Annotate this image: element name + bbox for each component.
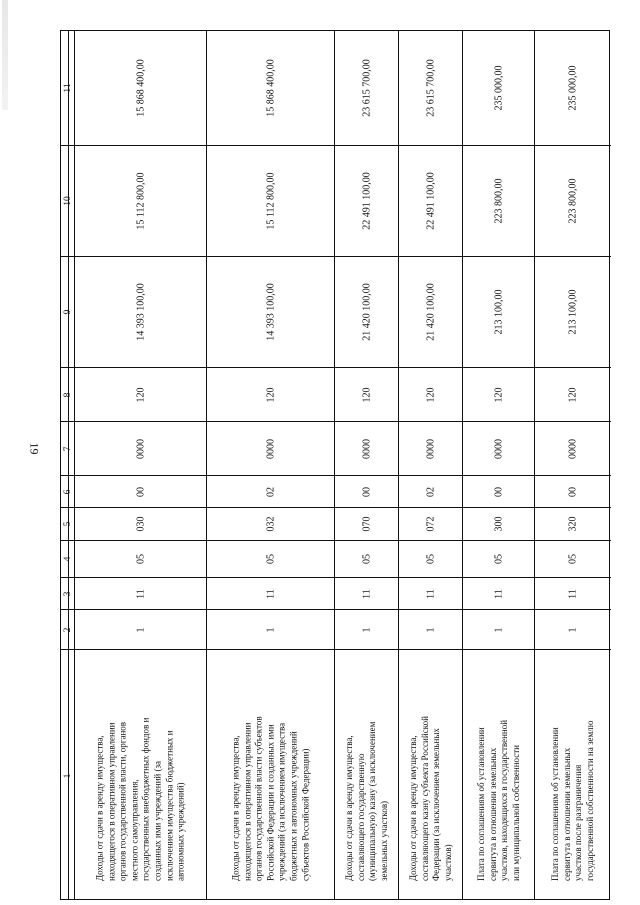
- header-cell-6: [61, 476, 74, 508]
- cell-col9: [535, 257, 611, 368]
- header-label: 6: [62, 489, 73, 494]
- amount-value: 14 393 100,00: [135, 283, 146, 341]
- cell-col3: [399, 578, 462, 610]
- code-value: 11: [493, 588, 504, 599]
- cell-col10: [463, 146, 534, 257]
- amount-value: 235 000,00: [493, 65, 504, 111]
- cell-col4: [535, 541, 611, 578]
- code-value: 05: [425, 554, 436, 564]
- amount-value: 21 420 100,00: [361, 283, 372, 341]
- amount-value: 23 615 700,00: [425, 59, 436, 117]
- cell-description: [463, 650, 534, 901]
- header-label: 7: [62, 446, 73, 451]
- cell-col9: [335, 257, 398, 368]
- cell-col7: [75, 422, 206, 476]
- amount-value: 23 615 700,00: [361, 59, 372, 117]
- cell-col10: [399, 146, 462, 257]
- code-value: 0000: [493, 438, 504, 459]
- code-value: 1: [361, 627, 372, 632]
- amount-value: 22 491 100,00: [361, 172, 372, 230]
- code-value: 0000: [425, 438, 436, 459]
- cell-col9: [207, 257, 334, 368]
- row-description: [230, 671, 311, 881]
- code-value: 1: [135, 627, 146, 632]
- header-label: 9: [62, 309, 73, 315]
- cell-description: [335, 650, 398, 901]
- cell-col2: [535, 610, 611, 650]
- code-value: 1: [425, 627, 436, 632]
- code-value: 030: [135, 516, 146, 532]
- cell-col5: [335, 508, 398, 541]
- cell-col7: [335, 422, 398, 476]
- cell-col6: [335, 476, 398, 508]
- code-value: 120: [361, 387, 372, 402]
- description-line: государственной собственности на землю: [584, 720, 595, 881]
- description-line: исключением имущества бюджетных и: [163, 730, 174, 881]
- cell-col6: [463, 476, 534, 508]
- header-label: 5: [62, 521, 73, 527]
- code-value: 120: [135, 387, 146, 402]
- amount-value: 14 393 100,00: [265, 283, 276, 341]
- code-value: 02: [425, 486, 436, 497]
- table-row: [535, 31, 611, 899]
- header-cell-5: [61, 508, 74, 541]
- code-value: 0000: [135, 438, 146, 459]
- code-value: 1: [493, 627, 504, 632]
- header-label: 4: [62, 556, 73, 562]
- description-line: учреждений (за исключением имущества: [276, 722, 287, 881]
- cell-col4: [207, 541, 334, 578]
- cell-col8: [335, 368, 398, 422]
- cell-col4: [463, 541, 534, 578]
- amount-value: 235 000,00: [567, 65, 579, 111]
- description-line: Федерации (за исключением земельных: [430, 727, 441, 881]
- code-value: 02: [265, 486, 276, 497]
- code-value: 072: [425, 516, 436, 532]
- description-line: местного самоуправления,: [128, 778, 139, 881]
- code-value: 00: [493, 486, 504, 497]
- header-label: 2: [62, 627, 73, 632]
- header-cell-9: [61, 257, 74, 368]
- description-line: участков после разграничения: [573, 764, 583, 881]
- header-cell-4: [61, 541, 74, 578]
- description-line: созданных ими учреждений (за: [152, 760, 163, 881]
- scan-edge-mark: [2, 0, 8, 110]
- description-line: Российской Федерации и созданных ими: [264, 723, 275, 881]
- description-line: сервитута в отношении земельных: [561, 747, 572, 881]
- header-label: 1: [62, 773, 73, 778]
- code-value: 11: [425, 588, 436, 599]
- code-value: 11: [361, 588, 372, 599]
- description-line: или муниципальной собственности: [510, 744, 521, 881]
- header-label: 11: [62, 83, 73, 93]
- cell-col10: [535, 146, 611, 257]
- table-row: [463, 31, 535, 899]
- header-cell-7: [61, 422, 74, 476]
- cell-col3: [335, 578, 398, 610]
- row-description: [407, 671, 453, 881]
- cell-col4: [399, 541, 462, 578]
- header-label: 10: [62, 196, 73, 206]
- description-line: находящегося в оперативном управлении: [105, 722, 116, 881]
- amount-value: 223 800,00: [567, 178, 579, 224]
- amount-value: 15 112 800,00: [135, 172, 146, 230]
- cell-col5: [463, 508, 534, 541]
- cell-col3: [463, 578, 534, 610]
- description-line: органов государственной власти субъектов: [253, 715, 264, 881]
- code-value: 11: [135, 588, 146, 599]
- cell-col2: [463, 610, 534, 650]
- revenue-table: [60, 30, 610, 900]
- cell-col6: [207, 476, 334, 508]
- table-row: [335, 31, 399, 899]
- cell-col9: [463, 257, 534, 368]
- cell-col6: [535, 476, 611, 508]
- header-label: 3: [62, 591, 73, 596]
- header-cell-8: [61, 368, 74, 422]
- description-line: составляющего казну субъекта Российской: [418, 715, 429, 881]
- description-line: государственных внебюджетных фондов и: [140, 717, 151, 881]
- header-cell-11: [61, 31, 74, 146]
- description-line: бюджетных и автономных учреждений: [287, 730, 298, 881]
- cell-col2: [399, 610, 462, 650]
- cell-col9: [399, 257, 462, 368]
- page-number: 19: [27, 442, 42, 455]
- code-value: 05: [265, 554, 276, 564]
- header-cell-2: [61, 610, 74, 650]
- cell-col5: [75, 508, 206, 541]
- cell-col8: [535, 368, 611, 422]
- amount-value: 15 112 800,00: [265, 172, 276, 230]
- cell-col3: [75, 578, 206, 610]
- cell-col8: [207, 368, 334, 422]
- code-value: 320: [567, 516, 579, 532]
- cell-description: [399, 650, 462, 901]
- cell-col11: [75, 31, 206, 146]
- code-value: 070: [361, 516, 372, 532]
- code-value: 300: [493, 516, 504, 532]
- cell-col2: [335, 610, 398, 650]
- description-line: субъектов Российской Федерации): [299, 748, 310, 881]
- code-value: 05: [567, 554, 579, 564]
- cell-col3: [535, 578, 611, 610]
- code-value: 0000: [361, 438, 372, 459]
- cell-col6: [399, 476, 462, 508]
- cell-col7: [463, 422, 534, 476]
- code-value: 120: [425, 387, 436, 402]
- amount-value: 15 868 400,00: [265, 59, 276, 117]
- amount-value: 223 800,00: [493, 178, 504, 224]
- description-line: автономных учреждений): [175, 781, 186, 881]
- cell-col10: [207, 146, 334, 257]
- amount-value: 15 868 400,00: [135, 59, 146, 117]
- cell-description: [75, 650, 206, 901]
- code-value: 00: [135, 486, 146, 497]
- table-row: [75, 31, 207, 899]
- code-value: 00: [361, 486, 372, 497]
- row-description: [94, 671, 187, 881]
- cell-col9: [75, 257, 206, 368]
- code-value: 120: [567, 387, 579, 402]
- cell-col10: [75, 146, 206, 257]
- cell-description: [535, 650, 611, 901]
- code-value: 05: [493, 554, 504, 564]
- description-line: находящегося в оперативном управлении: [241, 722, 252, 881]
- description-line: земельных участков): [378, 800, 389, 881]
- code-value: 032: [265, 516, 276, 532]
- code-value: 11: [567, 588, 579, 599]
- cell-col5: [399, 508, 462, 541]
- amount-value: 22 491 100,00: [425, 172, 436, 230]
- table-row: [207, 31, 335, 899]
- cell-col7: [207, 422, 334, 476]
- description-line: Плата по соглашениям об установлении: [549, 726, 560, 881]
- header-cell-3: [61, 578, 74, 610]
- amount-value: 213 100,00: [493, 289, 504, 335]
- code-value: 05: [135, 554, 146, 564]
- cell-col11: [463, 31, 534, 146]
- header-cell-1: [61, 650, 74, 901]
- code-value: 1: [567, 627, 579, 632]
- amount-value: 213 100,00: [567, 289, 579, 335]
- table-row: [399, 31, 463, 899]
- description-line: (муниципальную) казну (за исключением: [366, 721, 377, 881]
- cell-col6: [75, 476, 206, 508]
- description-line: сервитута в отношении земельных: [486, 747, 497, 881]
- cell-col11: [399, 31, 462, 146]
- description-line: участков, находящихся в государственной: [498, 719, 509, 881]
- row-description: [550, 671, 596, 881]
- cell-col8: [399, 368, 462, 422]
- cell-description: [207, 650, 334, 901]
- row-description: [475, 671, 521, 881]
- header-label: 8: [62, 392, 73, 397]
- cell-col11: [207, 31, 334, 146]
- cell-col2: [207, 610, 334, 650]
- cell-col10: [335, 146, 398, 257]
- code-value: 120: [265, 387, 276, 402]
- header-cell-10: [61, 146, 74, 257]
- description-line: Доходы от сдачи в аренду имущества,: [343, 734, 354, 881]
- code-value: 0000: [567, 438, 579, 459]
- description-line: органов государственной власти, органов: [117, 721, 128, 881]
- cell-col7: [399, 422, 462, 476]
- code-value: 1: [265, 627, 276, 632]
- cell-col3: [207, 578, 334, 610]
- cell-col5: [535, 508, 611, 541]
- table-header-row: [61, 31, 75, 899]
- code-value: 120: [493, 387, 504, 402]
- description-line: Доходы от сдачи в аренду имущества,: [407, 734, 418, 881]
- cell-col4: [75, 541, 206, 578]
- cell-col5: [207, 508, 334, 541]
- cell-col8: [75, 368, 206, 422]
- code-value: 00: [567, 486, 579, 497]
- cell-col4: [335, 541, 398, 578]
- cell-col11: [535, 31, 611, 146]
- cell-col7: [535, 422, 611, 476]
- row-description: [343, 671, 389, 881]
- amount-value: 21 420 100,00: [425, 283, 436, 341]
- code-value: 11: [265, 588, 276, 599]
- description-line: составляющего государственную: [354, 753, 365, 881]
- description-line: Доходы от сдачи в аренду имущества,: [94, 734, 105, 881]
- code-value: 05: [361, 554, 372, 564]
- description-line: Доходы от сдачи в аренду имущества,: [229, 734, 240, 881]
- description-line: Плата по соглашениям об установлении: [475, 726, 486, 881]
- cell-col8: [463, 368, 534, 422]
- code-value: 0000: [265, 438, 276, 459]
- cell-col2: [75, 610, 206, 650]
- description-line: участков): [442, 843, 453, 881]
- cell-col11: [335, 31, 398, 146]
